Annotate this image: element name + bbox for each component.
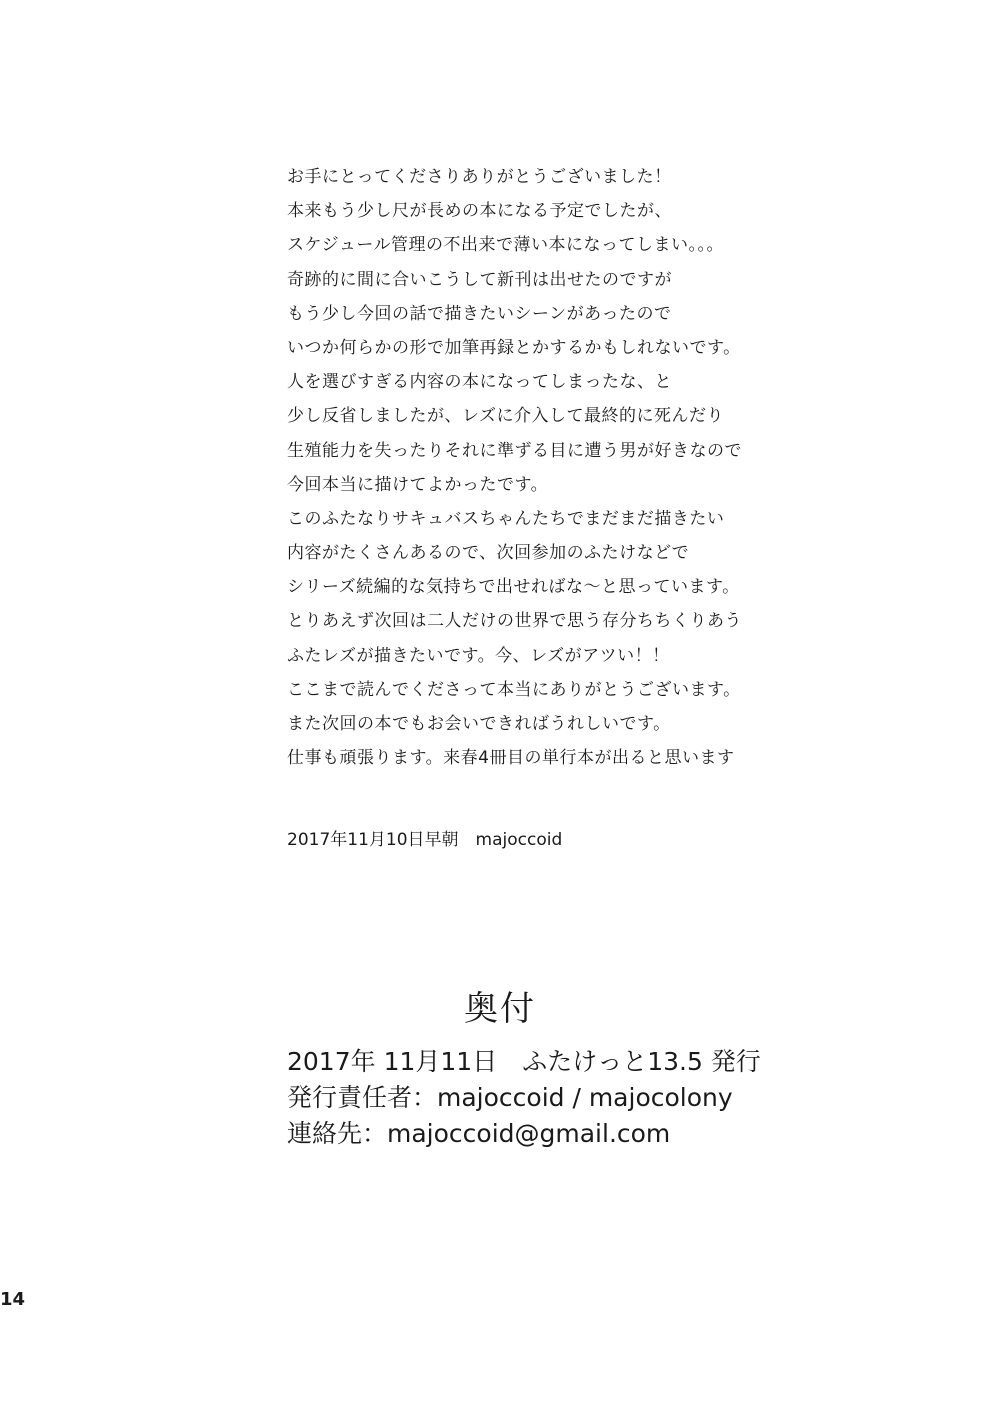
afterword-line: 生殖能力を失ったりそれに準ずる目に遭う男が好きなので	[287, 440, 742, 461]
afterword-line: 少し反省しましたが、レズに介入して最終的に死んだり	[287, 406, 724, 427]
afterword-line: とりあえず次回は二人だけの世界で思う存分ちちくりあう	[287, 611, 742, 632]
afterword-line: 今回本当に描けてよかったです。	[287, 474, 549, 495]
afterword-line: ふたレズが描きたいです。今、レズがアツい！！	[287, 645, 670, 666]
afterword-line: 内容がたくさんあるので、次回参加のふたけなどで	[287, 543, 690, 564]
colophon-details	[287, 1044, 761, 1152]
colophon-contact-line: 連絡先：majoccoid@gmail.com	[287, 1119, 671, 1148]
afterword-line: スケジュール管理の不出来で薄い本になってしまい。。。	[287, 235, 724, 256]
afterword-line: 仕事も頑張ります。来春4冊目の単行本が出ると思います	[287, 748, 735, 769]
afterword-line: 人を選びすぎる内容の本になってしまったな、と	[287, 372, 672, 393]
afterword-text	[287, 160, 767, 775]
afterword-signature: 2017年11月10日早朝 majoccoid	[287, 830, 563, 850]
afterword-line: もう少し今回の話で描きたいシーンがあったので	[287, 303, 672, 324]
afterword-line: ここまで読んでくださって本当にありがとうございます。	[287, 679, 741, 700]
afterword-line: お手にとってくださりありがとうございました！	[287, 167, 672, 187]
afterword-line: このふたなりサキュバスちゃんたちでまだまだ描きたい	[287, 508, 725, 529]
colophon-publication-line: 2017年 11月11日 ふたけっと13.5 発行	[287, 1047, 761, 1076]
colophon-title: 奥付	[464, 989, 536, 1029]
afterword-line: シリーズ続編的な気持ちで出せればな～と思っています。	[287, 577, 740, 598]
colophon-publisher-line: 発行責任者：majoccoid / majocolony	[287, 1083, 733, 1112]
afterword-line: 奇跡的に間に合いこうして新刊は出せたのですが	[287, 269, 672, 290]
afterword-line: いつか何らかの形で加筆再録とかするかもしれないです。	[287, 337, 741, 358]
afterword-line: また次回の本でもお会いできればうれしいです。	[287, 714, 671, 734]
afterword-line: 本来もう少し尺が長めの本になる予定でしたが、	[287, 201, 672, 222]
page-number: 14	[0, 1289, 26, 1310]
